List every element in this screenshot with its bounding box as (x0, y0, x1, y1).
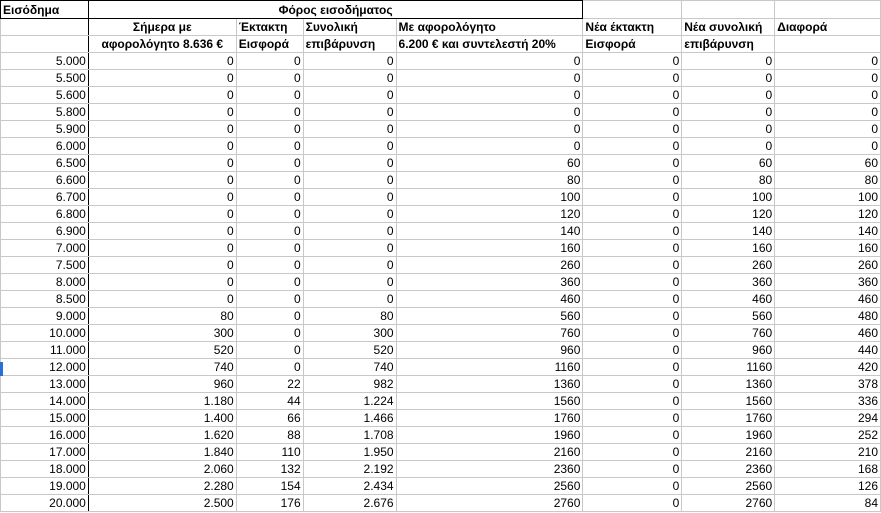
table-row (1, 444, 881, 461)
extra-contribution-cell[interactable]: 0 (236, 172, 303, 189)
income-cell[interactable]: 5.800 (1, 104, 89, 121)
selection-marker (0, 362, 3, 376)
extra-contribution-cell[interactable]: 132 (236, 461, 303, 478)
new-tax-cell[interactable]: 0 (396, 121, 583, 138)
difference-cell[interactable]: 252 (775, 427, 881, 444)
newextra-header-line2[interactable]: Εισφορά (583, 36, 682, 53)
extra-contribution-cell[interactable]: 66 (236, 410, 303, 427)
header-row-1 (1, 1, 881, 19)
total-burden-cell[interactable]: 0 (303, 70, 396, 87)
new-extra-cell[interactable]: 0 (583, 393, 682, 410)
total-burden-cell[interactable]: 1.224 (303, 393, 396, 410)
new-total-cell[interactable]: 1160 (682, 359, 775, 376)
table-row (1, 87, 881, 104)
total-burden-cell[interactable]: 0 (303, 104, 396, 121)
income-cell[interactable]: 6.500 (1, 155, 89, 172)
difference-cell[interactable]: 168 (775, 461, 881, 478)
diff-header[interactable]: Διαφορά (775, 19, 881, 36)
today-tax-cell[interactable]: 300 (88, 325, 236, 342)
difference-cell[interactable]: 0 (775, 53, 881, 70)
extra-contribution-cell[interactable]: 0 (236, 70, 303, 87)
difference-cell[interactable]: 460 (775, 291, 881, 308)
new-tax-cell[interactable]: 2160 (396, 444, 583, 461)
total-burden-cell[interactable]: 0 (303, 240, 396, 257)
income-cell[interactable]: 16.000 (1, 427, 89, 444)
new-tax-cell[interactable]: 2760 (396, 495, 583, 512)
table-row (1, 257, 881, 274)
new-extra-cell[interactable]: 0 (583, 376, 682, 393)
today-tax-cell[interactable]: 0 (88, 53, 236, 70)
new-extra-cell[interactable]: 0 (583, 410, 682, 427)
total-burden-cell[interactable]: 2.434 (303, 478, 396, 495)
difference-cell[interactable]: 420 (775, 359, 881, 376)
total-burden-cell[interactable]: 300 (303, 325, 396, 342)
new-total-cell[interactable]: 1560 (682, 393, 775, 410)
total-burden-cell[interactable]: 0 (303, 223, 396, 240)
new-extra-cell[interactable]: 0 (583, 240, 682, 257)
new-extra-cell[interactable]: 0 (583, 444, 682, 461)
newtotal-header-line2[interactable]: επιβάρυνση (682, 36, 775, 53)
extra-contribution-cell[interactable]: 0 (236, 342, 303, 359)
income-cell[interactable]: 6.900 (1, 223, 89, 240)
new-total-cell[interactable]: 160 (682, 240, 775, 257)
new-tax-cell[interactable]: 0 (396, 53, 583, 70)
total-burden-cell[interactable]: 740 (303, 359, 396, 376)
difference-cell[interactable]: 100 (775, 189, 881, 206)
new-tax-cell[interactable]: 0 (396, 87, 583, 104)
table-row (1, 342, 881, 359)
extra-contribution-cell[interactable]: 154 (236, 478, 303, 495)
new-tax-cell[interactable]: 1160 (396, 359, 583, 376)
difference-cell[interactable]: 0 (775, 138, 881, 155)
new-total-cell[interactable]: 80 (682, 172, 775, 189)
empty-cell[interactable] (775, 1, 881, 19)
income-cell[interactable]: 6.000 (1, 138, 89, 155)
extra-contribution-cell[interactable]: 0 (236, 206, 303, 223)
today-tax-cell[interactable]: 0 (88, 240, 236, 257)
today-tax-cell[interactable]: 0 (88, 189, 236, 206)
new-total-cell[interactable]: 560 (682, 308, 775, 325)
header-row-3 (1, 36, 881, 53)
difference-cell[interactable]: 0 (775, 70, 881, 87)
difference-cell[interactable]: 120 (775, 206, 881, 223)
new-tax-cell[interactable]: 260 (396, 257, 583, 274)
difference-cell[interactable]: 336 (775, 393, 881, 410)
extra-contribution-cell[interactable]: 0 (236, 359, 303, 376)
new-tax-cell[interactable]: 0 (396, 138, 583, 155)
new-tax-cell[interactable]: 0 (396, 104, 583, 121)
extra-header-line1[interactable]: Έκτακτη (236, 19, 303, 36)
new-total-cell[interactable]: 760 (682, 325, 775, 342)
new-total-cell[interactable]: 0 (682, 70, 775, 87)
today-tax-cell[interactable]: 520 (88, 342, 236, 359)
today-tax-cell[interactable]: 0 (88, 155, 236, 172)
new-total-cell[interactable]: 360 (682, 274, 775, 291)
new-extra-cell[interactable]: 0 (583, 70, 682, 87)
new-tax-cell[interactable]: 760 (396, 325, 583, 342)
income-cell[interactable]: 18.000 (1, 461, 89, 478)
new-extra-cell[interactable]: 0 (583, 342, 682, 359)
new-header-line1[interactable]: Με αφορολόγητο (396, 19, 583, 36)
new-header-line2[interactable]: 6.200 € και συντελεστή 20% (396, 36, 583, 53)
new-total-cell[interactable]: 2560 (682, 478, 775, 495)
new-total-cell[interactable]: 60 (682, 155, 775, 172)
extra-contribution-cell[interactable]: 0 (236, 257, 303, 274)
new-tax-cell[interactable]: 0 (396, 70, 583, 87)
today-tax-cell[interactable]: 0 (88, 291, 236, 308)
total-burden-cell[interactable]: 1.950 (303, 444, 396, 461)
income-cell[interactable]: 7.000 (1, 240, 89, 257)
income-cell[interactable]: 12.000 (1, 359, 89, 376)
new-tax-cell[interactable]: 1360 (396, 376, 583, 393)
difference-cell[interactable]: 260 (775, 257, 881, 274)
new-total-cell[interactable]: 260 (682, 257, 775, 274)
today-header-line2[interactable]: αφορολόγητο 8.636 € (88, 36, 236, 53)
table-row (1, 495, 881, 512)
today-tax-cell[interactable]: 0 (88, 257, 236, 274)
new-extra-cell[interactable]: 0 (583, 155, 682, 172)
new-total-cell[interactable]: 1760 (682, 410, 775, 427)
total-burden-cell[interactable]: 1.466 (303, 410, 396, 427)
today-tax-cell[interactable]: 1.620 (88, 427, 236, 444)
today-tax-cell[interactable]: 740 (88, 359, 236, 376)
today-tax-cell[interactable]: 1.840 (88, 444, 236, 461)
total-burden-cell[interactable]: 0 (303, 172, 396, 189)
table-row (1, 172, 881, 189)
income-header[interactable]: Εισόδημα (1, 1, 89, 19)
total-burden-cell[interactable]: 0 (303, 121, 396, 138)
total-burden-cell[interactable]: 0 (303, 257, 396, 274)
difference-cell[interactable]: 160 (775, 240, 881, 257)
difference-cell[interactable]: 378 (775, 376, 881, 393)
income-cell[interactable]: 14.000 (1, 393, 89, 410)
income-cell[interactable]: 6.700 (1, 189, 89, 206)
new-extra-cell[interactable]: 0 (583, 104, 682, 121)
difference-cell[interactable]: 460 (775, 325, 881, 342)
table-row (1, 121, 881, 138)
empty-cell[interactable] (1, 36, 89, 53)
new-tax-cell[interactable]: 140 (396, 223, 583, 240)
extra-contribution-cell[interactable]: 88 (236, 427, 303, 444)
income-cell[interactable]: 15.000 (1, 410, 89, 427)
newtotal-header-line1[interactable]: Νέα συνολική (682, 19, 775, 36)
new-extra-cell[interactable]: 0 (583, 325, 682, 342)
income-cell[interactable]: 6.800 (1, 206, 89, 223)
table-row (1, 359, 881, 376)
extra-contribution-cell[interactable]: 0 (236, 53, 303, 70)
total-burden-cell[interactable]: 0 (303, 155, 396, 172)
new-tax-cell[interactable]: 100 (396, 189, 583, 206)
today-tax-cell[interactable]: 80 (88, 308, 236, 325)
new-extra-cell[interactable]: 0 (583, 461, 682, 478)
extra-contribution-cell[interactable]: 110 (236, 444, 303, 461)
table-row (1, 478, 881, 495)
today-tax-cell[interactable]: 0 (88, 104, 236, 121)
difference-cell[interactable]: 480 (775, 308, 881, 325)
table-row (1, 189, 881, 206)
income-cell[interactable]: 8.500 (1, 291, 89, 308)
extra-contribution-cell[interactable]: 0 (236, 240, 303, 257)
extra-contribution-cell[interactable]: 0 (236, 291, 303, 308)
empty-cell[interactable] (682, 1, 775, 19)
difference-cell[interactable]: 210 (775, 444, 881, 461)
new-extra-cell[interactable]: 0 (583, 291, 682, 308)
new-extra-cell[interactable]: 0 (583, 495, 682, 512)
table-row (1, 274, 881, 291)
new-total-cell[interactable]: 100 (682, 189, 775, 206)
income-cell[interactable]: 5.900 (1, 121, 89, 138)
today-tax-cell[interactable]: 960 (88, 376, 236, 393)
new-tax-cell[interactable]: 560 (396, 308, 583, 325)
extra-contribution-cell[interactable]: 0 (236, 104, 303, 121)
today-tax-cell[interactable]: 0 (88, 274, 236, 291)
today-tax-cell[interactable]: 0 (88, 70, 236, 87)
new-total-cell[interactable]: 120 (682, 206, 775, 223)
new-extra-cell[interactable]: 0 (583, 87, 682, 104)
empty-cell[interactable] (1, 19, 89, 36)
difference-cell[interactable]: 126 (775, 478, 881, 495)
new-total-cell[interactable]: 2160 (682, 444, 775, 461)
income-cell[interactable]: 9.000 (1, 308, 89, 325)
extra-contribution-cell[interactable]: 0 (236, 325, 303, 342)
today-tax-cell[interactable]: 2.280 (88, 478, 236, 495)
new-extra-cell[interactable]: 0 (583, 308, 682, 325)
new-extra-cell[interactable]: 0 (583, 206, 682, 223)
extra-header-line2[interactable]: Εισφορά (236, 36, 303, 53)
difference-cell[interactable]: 140 (775, 223, 881, 240)
extra-contribution-cell[interactable]: 0 (236, 189, 303, 206)
new-total-cell[interactable]: 0 (682, 138, 775, 155)
extra-contribution-cell[interactable]: 44 (236, 393, 303, 410)
extra-contribution-cell[interactable]: 0 (236, 155, 303, 172)
new-tax-cell[interactable]: 160 (396, 240, 583, 257)
today-tax-cell[interactable]: 0 (88, 121, 236, 138)
total-burden-cell[interactable]: 80 (303, 308, 396, 325)
income-cell[interactable]: 10.000 (1, 325, 89, 342)
today-tax-cell[interactable]: 0 (88, 223, 236, 240)
difference-cell[interactable]: 0 (775, 104, 881, 121)
new-total-cell[interactable]: 0 (682, 121, 775, 138)
table-row (1, 206, 881, 223)
new-tax-cell[interactable]: 360 (396, 274, 583, 291)
total-burden-cell[interactable]: 0 (303, 291, 396, 308)
new-tax-cell[interactable]: 2360 (396, 461, 583, 478)
new-total-cell[interactable]: 140 (682, 223, 775, 240)
income-cell[interactable]: 17.000 (1, 444, 89, 461)
income-cell[interactable]: 8.000 (1, 274, 89, 291)
new-extra-cell[interactable]: 0 (583, 138, 682, 155)
today-header-line1[interactable]: Σήμερα με (88, 19, 236, 36)
new-tax-cell[interactable]: 1960 (396, 427, 583, 444)
total-burden-cell[interactable]: 0 (303, 87, 396, 104)
new-extra-cell[interactable]: 0 (583, 223, 682, 240)
table-row (1, 325, 881, 342)
extra-contribution-cell[interactable]: 0 (236, 308, 303, 325)
new-extra-cell[interactable]: 0 (583, 478, 682, 495)
total-burden-cell[interactable]: 0 (303, 138, 396, 155)
new-tax-cell[interactable]: 2560 (396, 478, 583, 495)
new-total-cell[interactable]: 0 (682, 53, 775, 70)
new-total-cell[interactable]: 2760 (682, 495, 775, 512)
table-row (1, 461, 881, 478)
extra-contribution-cell[interactable]: 0 (236, 87, 303, 104)
difference-cell[interactable]: 294 (775, 410, 881, 427)
difference-cell[interactable]: 84 (775, 495, 881, 512)
total-burden-cell[interactable]: 0 (303, 189, 396, 206)
new-tax-cell[interactable]: 1560 (396, 393, 583, 410)
table-row (1, 308, 881, 325)
new-tax-cell[interactable]: 120 (396, 206, 583, 223)
header-row-2 (1, 19, 881, 36)
difference-cell[interactable]: 80 (775, 172, 881, 189)
table-row (1, 53, 881, 70)
table-row (1, 240, 881, 257)
table-row (1, 427, 881, 444)
today-tax-cell[interactable]: 0 (88, 138, 236, 155)
today-tax-cell[interactable]: 2.500 (88, 495, 236, 512)
new-total-cell[interactable]: 460 (682, 291, 775, 308)
table-row (1, 223, 881, 240)
income-cell[interactable]: 5.000 (1, 53, 89, 70)
new-total-cell[interactable]: 0 (682, 87, 775, 104)
empty-cell[interactable] (583, 1, 682, 19)
new-tax-cell[interactable]: 460 (396, 291, 583, 308)
extra-contribution-cell[interactable]: 0 (236, 138, 303, 155)
today-tax-cell[interactable]: 0 (88, 172, 236, 189)
income-cell[interactable]: 11.000 (1, 342, 89, 359)
newextra-header-line1[interactable]: Νέα έκτακτη (583, 19, 682, 36)
total-burden-cell[interactable]: 0 (303, 274, 396, 291)
extra-contribution-cell[interactable]: 22 (236, 376, 303, 393)
today-tax-cell[interactable]: 1.180 (88, 393, 236, 410)
table-row (1, 155, 881, 172)
table-row (1, 291, 881, 308)
today-tax-cell[interactable]: 0 (88, 87, 236, 104)
new-total-cell[interactable]: 0 (682, 104, 775, 121)
income-cell[interactable]: 6.600 (1, 172, 89, 189)
table-row (1, 410, 881, 427)
difference-cell[interactable]: 60 (775, 155, 881, 172)
total-burden-cell[interactable]: 0 (303, 206, 396, 223)
new-extra-cell[interactable]: 0 (583, 53, 682, 70)
total-header-line2[interactable]: επιβάρυνση (303, 36, 396, 53)
difference-cell[interactable]: 440 (775, 342, 881, 359)
extra-contribution-cell[interactable]: 176 (236, 495, 303, 512)
new-extra-cell[interactable]: 0 (583, 257, 682, 274)
new-tax-cell[interactable]: 960 (396, 342, 583, 359)
empty-cell[interactable] (775, 36, 881, 53)
new-extra-cell[interactable]: 0 (583, 172, 682, 189)
difference-cell[interactable]: 0 (775, 121, 881, 138)
new-extra-cell[interactable]: 0 (583, 427, 682, 444)
table-row (1, 138, 881, 155)
table-row (1, 70, 881, 87)
extra-contribution-cell[interactable]: 0 (236, 121, 303, 138)
total-burden-cell[interactable]: 0 (303, 53, 396, 70)
income-cell[interactable]: 5.600 (1, 87, 89, 104)
difference-cell[interactable]: 360 (775, 274, 881, 291)
today-tax-cell[interactable]: 2.060 (88, 461, 236, 478)
new-total-cell[interactable]: 1960 (682, 427, 775, 444)
new-tax-cell[interactable]: 60 (396, 155, 583, 172)
extra-contribution-cell[interactable]: 0 (236, 274, 303, 291)
income-cell[interactable]: 20.000 (1, 495, 89, 512)
table-row (1, 376, 881, 393)
table-row (1, 104, 881, 121)
income-cell[interactable]: 7.500 (1, 257, 89, 274)
total-burden-cell[interactable]: 1.708 (303, 427, 396, 444)
today-tax-cell[interactable]: 0 (88, 206, 236, 223)
new-total-cell[interactable]: 1360 (682, 376, 775, 393)
total-burden-cell[interactable]: 2.676 (303, 495, 396, 512)
new-tax-cell[interactable]: 80 (396, 172, 583, 189)
difference-cell[interactable]: 0 (775, 87, 881, 104)
total-burden-cell[interactable]: 2.192 (303, 461, 396, 478)
total-burden-cell[interactable]: 520 (303, 342, 396, 359)
extra-contribution-cell[interactable]: 0 (236, 223, 303, 240)
today-tax-cell[interactable]: 1.400 (88, 410, 236, 427)
table-row (1, 393, 881, 410)
new-total-cell[interactable]: 2360 (682, 461, 775, 478)
new-extra-cell[interactable]: 0 (583, 121, 682, 138)
new-tax-cell[interactable]: 1760 (396, 410, 583, 427)
income-cell[interactable]: 13.000 (1, 376, 89, 393)
total-header-line1[interactable]: Συνολική (303, 19, 396, 36)
new-extra-cell[interactable]: 0 (583, 359, 682, 376)
total-burden-cell[interactable]: 982 (303, 376, 396, 393)
new-total-cell[interactable]: 960 (682, 342, 775, 359)
new-extra-cell[interactable]: 0 (583, 274, 682, 291)
new-extra-cell[interactable]: 0 (583, 189, 682, 206)
income-cell[interactable]: 5.500 (1, 70, 89, 87)
tax-group-header[interactable]: Φόρος εισοδήματος (88, 1, 583, 19)
income-cell[interactable]: 19.000 (1, 478, 89, 495)
